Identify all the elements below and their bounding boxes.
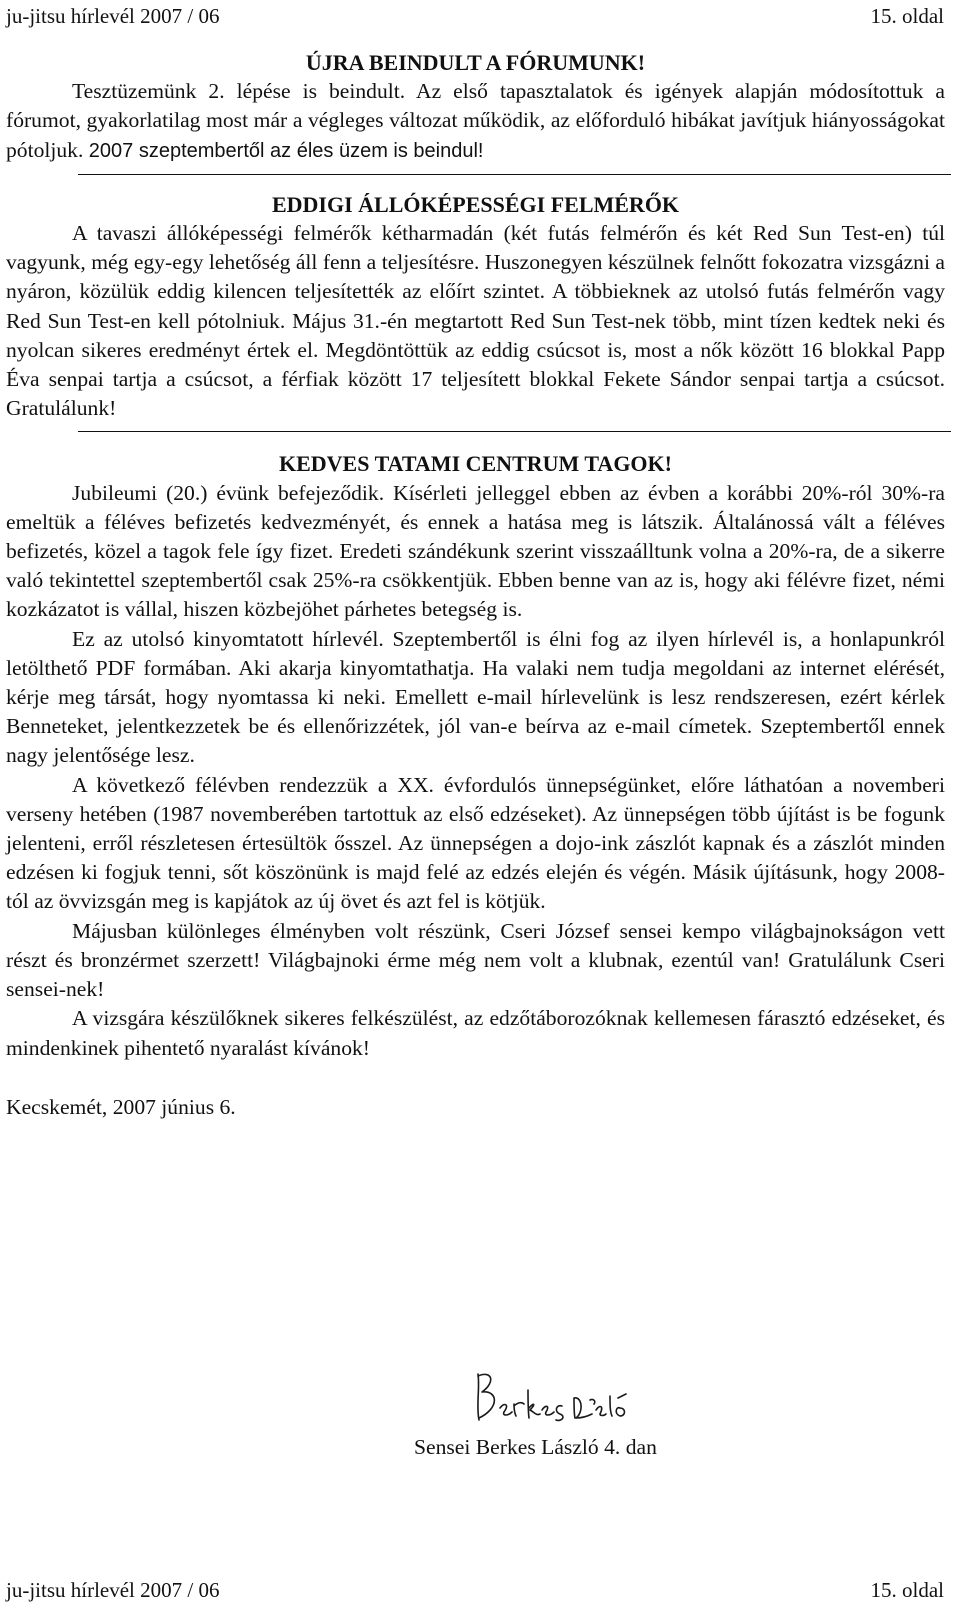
footer-title: ju-jitsu hírlevél 2007 / 06 (6, 1578, 220, 1602)
members-paragraph: Ez az utolsó kinyomtatott hírlevél. Szeptembertől is élni fog az ilyen hírlevél is, a honlapunkról letölthető PDF formában. Aki akarja kinyomtathatja. Ha valaki nem tudja megoldani az internet elérését, kérje meg társát, hogy nyomtassa ki neki. Emellett e-mail hírlevelünk is lesz rendszeresen, ezért kérlek Benneteket, jelentkezzetek be és ellenőrizzétek, jól van-e beírva az e-mail címetek. Szeptembertől ennek nagy jelentősége lesz. (6, 626, 945, 768)
forum-heading: ÚJRA BEINDULT A FÓRUMUNK! (305, 50, 646, 75)
header-page-number: 15. oldal (870, 4, 944, 28)
members-paragraph: A vizsgára készülőknek sikeres felkészülést, az edzőtáborozóknak kellemesen fárasztó edzéseket, és mindenkinek pihentető nyaralást kívánok! (6, 1006, 945, 1060)
page-footer (6, 1578, 944, 1602)
signature-block (410, 1368, 740, 1460)
section-divider (78, 174, 951, 175)
page-header (6, 4, 944, 28)
members-heading: KEDVES TATAMI CENTRUM TAGOK! (279, 451, 672, 477)
handwritten-signature (470, 1368, 640, 1430)
newsletter-content (6, 48, 945, 1122)
footer-page-number: 15. oldal (870, 1578, 944, 1602)
section-divider (78, 431, 951, 432)
members-paragraph: A következő félévben rendezzük a XX. évfordulós ünnepségünket, előre láthatóan a novemberi verseny hetében (1987 novemberében tartottuk az első edzéseket). Az ünnepségen több újítást is be fogunk jelenteni, erről részletesen értesültök ősszel. Az ünnepségen a dojo-ink zászlót kapnak és a zászlót minden edzésen ki fogjuk tenni, sőt köszönünk is majd felé az edzés elején és végén. Másik újításunk, hogy 2008-tól az övvizsgán meg is kapjátok az új övet és azt fel is kötjük. (6, 772, 945, 914)
members-paragraph: Jubileumi (20.) évünk befejeződik. Kísérleti jelleggel ebben az évben a korábbi 20%-ról 30%-ra emeltük a féléves befizetés kedvezményét, és ennek a hatása meg is látszik. Általánossá vált a féléves befizetés, közel a tagok fele így fizet. Eredeti szándékunk szerint visszaálltunk volna a 20%-ra, de a sikerre való tekintettel szeptembertől csak 25%-ra csökkentjük. Ebben benne van az is, hogy aki félévre fizet, némi kozkázatot is vállal, hiszen közbejöhet párhetes betegség is. (6, 480, 945, 622)
place-date: Kecskemét, 2007 június 6. (6, 1094, 236, 1119)
fitness-section (6, 190, 945, 424)
members-paragraph: Májusban különleges élményben volt részünk, Cseri József sensei kempo világbajnokságon vett részt és bronzérmet szerzett! Világbajnoki érme még nem volt a klubnak, ezentúl van! Gratulálunk Cseri sensei-nek! (6, 918, 945, 1002)
header-title: ju-jitsu hírlevél 2007 / 06 (6, 4, 220, 28)
fitness-heading: EDDIGI ÁLLÓKÉPESSÉGI FELMÉRŐK (271, 191, 680, 217)
forum-launch-note: 2007 szeptembertől az éles üzem is beindul! (88, 139, 484, 162)
forum-section (6, 48, 945, 166)
fitness-paragraph: A tavaszi állóképességi felmérők kétharmadán (két futás felmérőn és két Red Sun Test-en) túl vagyunk, még egy-egy lehetőség áll fenn a teljesítésre. Huszonegyen készülnek felnőtt fokozatra vizsgázni a nyáron, közülük eddig kilencen teljesítették az előírt szintet. A többieknek az utolsó futás felmérőn vagy Red Sun Test-en kell pótolniuk. Május 31.-én megtartott Red Sun Test-nek több, mint tízen kedtek neki és nyolcan sikeres eredményt értek el. Megdöntöttük az eddig csúcsot is, most a nők között 16 blokkal Papp Éva senpai tartja a csúcsot, a férfiak között 17 teljesített blokkal Fekete Sándor senpai tartja a csúcsot. Gratulálunk! (6, 221, 945, 421)
forum-paragraph (6, 77, 945, 166)
signer-name: Sensei Berkes László 4. dan (414, 1435, 657, 1459)
members-section (6, 449, 945, 1062)
forum-text: Tesztüzemünk 2. lépése is beindult. Az első tapasztalatok és igények alapján módosítottuk a fórumot, gyakorlatilag most már a végleges változat működik, az előforduló hibákat javítjuk hiányosságokat pótoljuk. (6, 79, 945, 162)
